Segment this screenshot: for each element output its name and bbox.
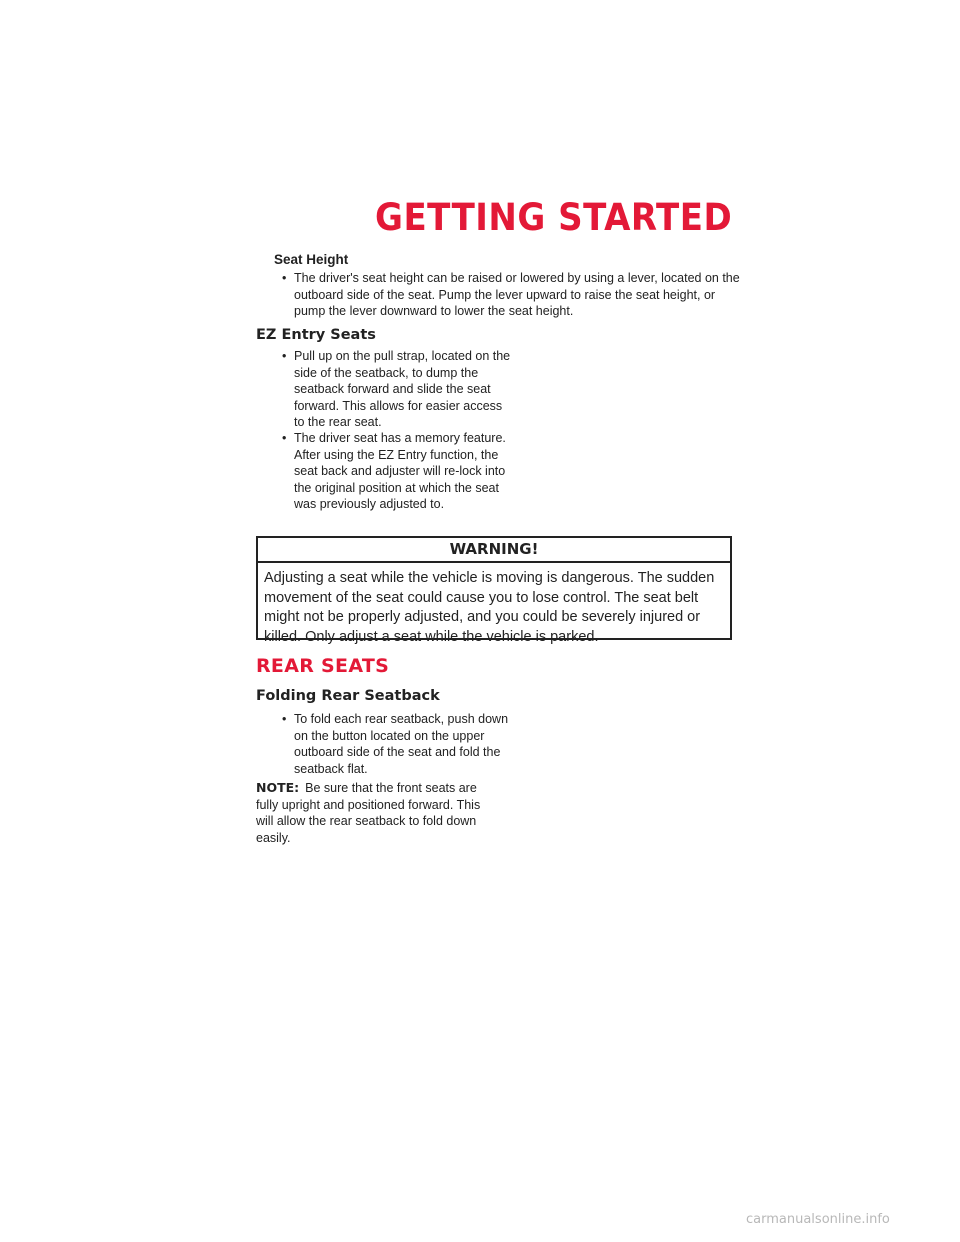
warning-title: WARNING! xyxy=(258,538,730,563)
warning-box xyxy=(256,536,732,645)
warning-body: Adjusting a seat while the vehicle is moving is dangerous. The sudden movement of the seat could cause you to lose control. The seat belt might not be properly adjusted, and you could be severely injured or killed. Only adjust a seat while the vehicle is parked. xyxy=(264,570,715,645)
note-paragraph xyxy=(256,780,501,846)
note-text: Be sure that the front seats are fully upright and positioned forward. This will allow the rear seatback to fold down easily. xyxy=(256,781,481,845)
watermark: carmanualsonline.info xyxy=(746,1212,890,1227)
note-label: NOTE: xyxy=(256,780,300,795)
seat-height-bullet: • The driver's seat height can be raised or lowered by using a lever, located on the outboard side of the seat. Pump the lever upward to raise the seat height, or pump the lever downward to lower the seat height. xyxy=(282,270,744,320)
ez-entry-heading: EZ Entry Seats xyxy=(256,327,376,343)
ez-entry-bullet-2: • The driver seat has a memory feature. After using the EZ Entry function, the seat back and adjuster will re-lock into the original position at which the seat was previously adjusted to. xyxy=(282,430,516,513)
rear-seats-bullet: • To fold each rear seatback, push down on the button located on the upper outboard side of the seat and fold the seatback flat. xyxy=(282,711,516,777)
folding-rear-seatback-heading: Folding Rear Seatback xyxy=(256,688,440,704)
page-title: GETTING STARTED xyxy=(374,196,732,239)
rear-seats-heading: REAR SEATS xyxy=(256,655,390,677)
seat-height-heading: Seat Height xyxy=(274,252,349,267)
ez-entry-bullet-1: • Pull up on the pull strap, located on the side of the seatback, to dump the seatback forward and slide the seat forward. This allows for easier access to the rear seat. xyxy=(282,348,516,431)
